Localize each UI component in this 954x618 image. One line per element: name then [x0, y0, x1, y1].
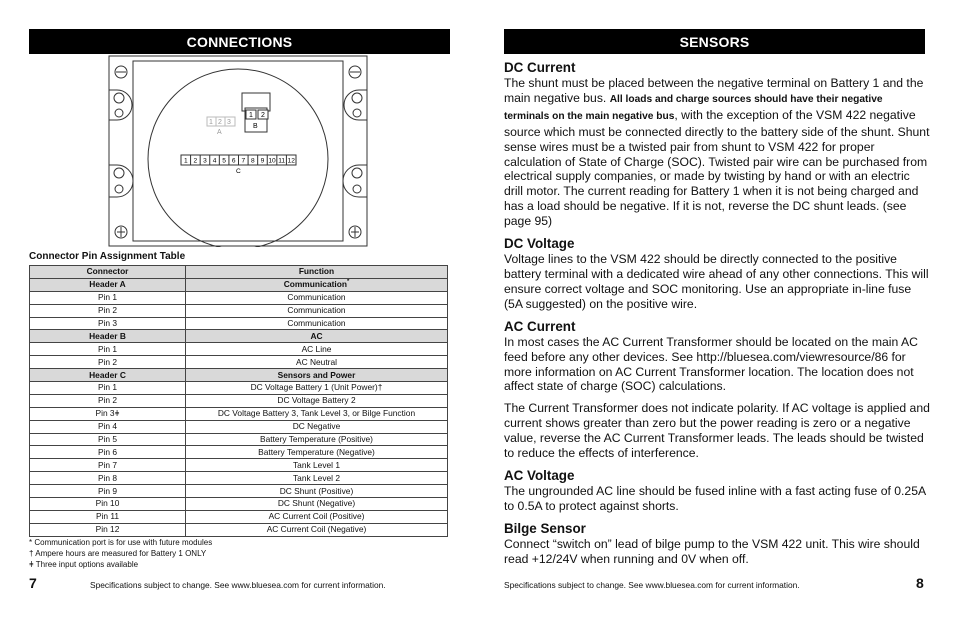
- table-caption: Connector Pin Assignment Table: [29, 251, 186, 262]
- connector-cell: Pin 1: [30, 382, 186, 395]
- column-header-connector: Connector: [30, 266, 186, 279]
- svg-text:A: A: [217, 129, 222, 136]
- function-cell: Communication: [186, 317, 448, 330]
- ac-voltage-text: The ungrounded AC line should be fused inline with a fast acting fuse of 0.25A to 0.5A to protect against shorts.: [504, 483, 926, 513]
- table-row: [30, 472, 448, 485]
- function-cell: AC Line: [186, 343, 448, 356]
- function-cell: Sensors and Power: [186, 369, 448, 382]
- table-row: [30, 394, 448, 407]
- table-row: [30, 317, 448, 330]
- spec-notice: Specifications subject to change. See www.bluesea.com for current information.: [90, 580, 386, 590]
- function-cell: DC Voltage Battery 1 (Unit Power)†: [186, 382, 448, 395]
- table-group-row: [30, 278, 448, 291]
- header-c-pin-label: 10: [268, 157, 276, 165]
- header-c-pin-label: 3: [203, 157, 207, 165]
- header-c-pin-label: 2: [193, 157, 198, 165]
- table-row: [30, 523, 448, 536]
- connector-cell: Pin 3: [30, 317, 186, 330]
- inner-frame: [133, 61, 343, 241]
- footnote: ǂ Three input options available: [29, 560, 139, 569]
- svg-text:C: C: [236, 168, 241, 175]
- right-page: [477, 0, 954, 618]
- function-cell: DC Voltage Battery 2: [186, 394, 448, 407]
- function-cell: AC Neutral: [186, 356, 448, 369]
- header-c-pin-label: 9: [260, 157, 265, 165]
- function-cell: Battery Temperature (Positive): [186, 433, 448, 446]
- connector-cell: Pin 3ǂ: [30, 407, 186, 420]
- function-cell: Tank Level 2: [186, 472, 448, 485]
- table-row: [30, 407, 448, 420]
- function-cell: DC Shunt (Negative): [186, 498, 448, 511]
- header-c-pin-label: 1: [183, 157, 188, 165]
- function-cell: DC Shunt (Positive): [186, 485, 448, 498]
- function-cell: DC Negative: [186, 420, 448, 433]
- header-c-pin-label: 12: [287, 157, 295, 165]
- table-row: [30, 459, 448, 472]
- table-row: [30, 382, 448, 395]
- connector-cell: Pin 8: [30, 472, 186, 485]
- table-row: [30, 446, 448, 459]
- ac-current-text-2: The Current Transformer does not indicate polarity. If AC voltage is applied and current shows greater than zero but the power reading is zero or a negative value, reverse the AC Current Transformer leads. The leads should be twisted to reduce the effects of interference.: [504, 401, 930, 461]
- column-header-function: Function: [186, 266, 448, 279]
- bilge-sensor-text: Connect “switch on” lead of bilge pump to the VSM 422 unit. This wire should read +12/24V when running and 0V when off.: [504, 536, 920, 566]
- table-group-row: [30, 369, 448, 382]
- connector-cell: Pin 2: [30, 304, 186, 317]
- connector-cell: Pin 1: [30, 291, 186, 304]
- section-title-dc-current: DC Current: [504, 60, 576, 75]
- table-group-row: [30, 330, 448, 343]
- connector-cell: Pin 11: [30, 510, 186, 523]
- svg-text:2: 2: [218, 119, 222, 126]
- connector-cell: Pin 5: [30, 433, 186, 446]
- header-c-pin-label: 8: [251, 157, 255, 165]
- svg-text:3: 3: [227, 119, 231, 126]
- section-title-bilge-sensor: Bilge Sensor: [504, 520, 586, 536]
- spec-notice: Specifications subject to change. See www.bluesea.com for current information.: [504, 580, 800, 590]
- header-c-pin-label: 4: [212, 157, 217, 165]
- connector-cell: Pin 4: [30, 420, 186, 433]
- function-cell: Tank Level 1: [186, 459, 448, 472]
- footnote-marker: *: [346, 279, 350, 286]
- header-c-pin-label: 11: [278, 157, 286, 165]
- connector-cell: Pin 12: [30, 523, 186, 536]
- sensors-content: [504, 60, 930, 567]
- footnotes: [29, 537, 212, 570]
- ac-current-text: In most cases the AC Current Transformer should be located on the main AC feed before any other devices. See http://bluesea.com/viewresource/86 for more information on AC Current Transformer location. The location does not affect state of charge (SOC) calculations.: [504, 334, 918, 394]
- connector-cell: Pin 9: [30, 485, 186, 498]
- sensors-banner: SENSORS: [504, 29, 925, 54]
- svg-text:1: 1: [249, 112, 253, 119]
- connector-cell: Header A: [30, 278, 186, 291]
- connector-cell: Header B: [30, 330, 186, 343]
- connector-cell: Pin 10: [30, 498, 186, 511]
- table-row: [30, 420, 448, 433]
- svg-text:1: 1: [209, 119, 213, 126]
- function-cell: DC Voltage Battery 3, Tank Level 3, or Bilge Function: [186, 407, 448, 420]
- header-b: [242, 93, 270, 132]
- page-number: 8: [916, 575, 924, 591]
- connector-cell: Header C: [30, 369, 186, 382]
- function-cell: Communication*: [186, 278, 448, 291]
- page-number: 7: [29, 575, 37, 591]
- function-cell: Communication: [186, 304, 448, 317]
- section-title-dc-voltage: DC Voltage: [504, 236, 575, 252]
- connector-cell: Pin 1: [30, 343, 186, 356]
- footnote: † Ampere hours are measured for Battery 1 ONLY: [29, 549, 207, 558]
- header-c-pin-label: 5: [222, 157, 226, 165]
- section-title-ac-current: AC Current: [504, 318, 576, 334]
- table-row: [30, 510, 448, 523]
- pin-assignment-table: [29, 265, 448, 537]
- section-title-ac-voltage: AC Voltage: [504, 467, 575, 483]
- function-cell: AC Current Coil (Positive): [186, 510, 448, 523]
- dc-current-bold-note: All loads and charge sources should have their negative terminals on the main negative bus: [504, 93, 883, 122]
- table-row: [30, 433, 448, 446]
- table-row: [30, 356, 448, 369]
- function-cell: AC: [186, 330, 448, 343]
- table-header-row: [30, 266, 448, 279]
- connector-cell: Pin 6: [30, 446, 186, 459]
- function-cell: AC Current Coil (Negative): [186, 523, 448, 536]
- dc-voltage-text: Voltage lines to the VSM 422 should be directly connected to the positive battery terminal with a dedicated wire ahead of any other connections. This will ensure correct voltage and SOC monitoring. Use an appropriate in-line fuse (5A suggested) on the positive wire.: [504, 252, 929, 311]
- footnote: * Communication port is for use with future modules: [29, 538, 213, 547]
- table-row: [30, 485, 448, 498]
- table-row: [30, 304, 448, 317]
- connector-cell: Pin 7: [30, 459, 186, 472]
- svg-text:B: B: [253, 123, 258, 130]
- header-c-pin-label: 6: [231, 157, 236, 165]
- function-cell: Battery Temperature (Negative): [186, 446, 448, 459]
- dc-current-text: The shunt must be placed between the negative terminal on Battery 1 and the main negative bus. All loads and charge sources should have their negative terminals on the main negative bus, with the exception of the VSM 422 negative source which must be connected directly to the battery side of the shunt. Shunt sense wires must be a twisted pair from shunt to VSM 422 for proper calculation of State of Charge (SOC). Twisted pair wire can be purchased from electrical supply companies, or made by twisting by hand or with an electric drill motor. The current reading for Battery 1 when it is not being charged and has a load should be negative. If it is not, reverse the DC shunt leads. (see page 95): [504, 76, 930, 229]
- table-row: [30, 343, 448, 356]
- header-c-pin-label: 7: [241, 157, 246, 165]
- function-cell: Communication: [186, 291, 448, 304]
- table-row: [30, 291, 448, 304]
- connections-banner: CONNECTIONS: [29, 29, 450, 54]
- connector-cell: Pin 2: [30, 356, 186, 369]
- connector-diagram: [108, 55, 368, 247]
- table-row: [30, 498, 448, 511]
- connector-cell: Pin 2: [30, 394, 186, 407]
- svg-text:2: 2: [261, 112, 265, 119]
